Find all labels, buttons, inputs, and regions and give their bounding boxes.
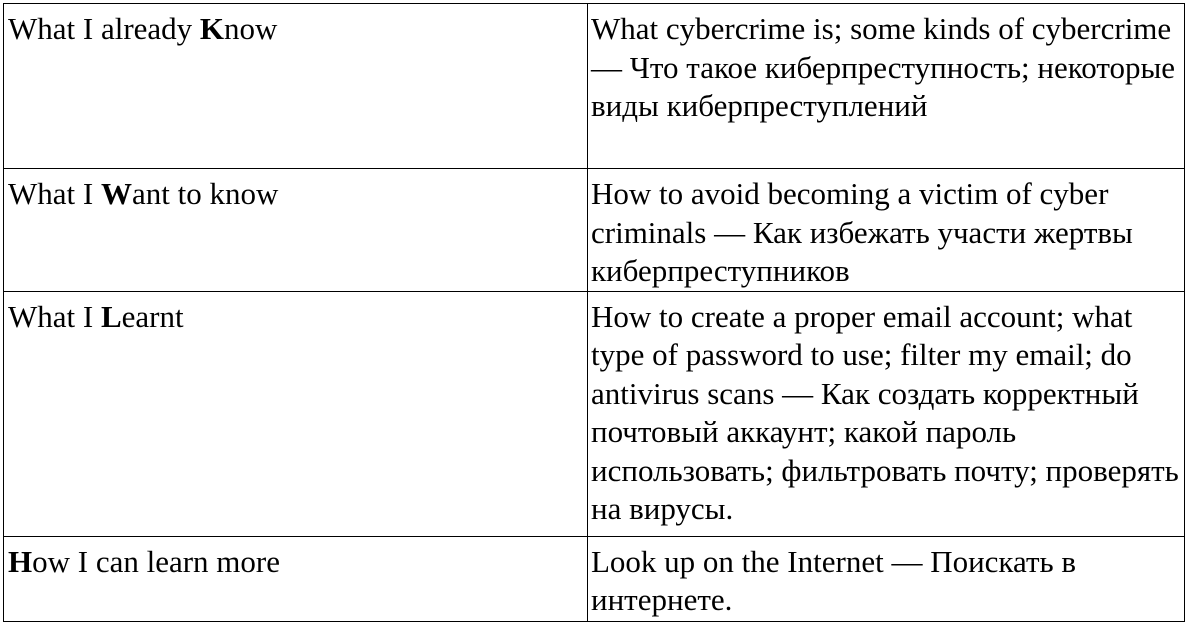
label-bold-letter: L bbox=[100, 298, 122, 334]
row-content-cell bbox=[588, 4, 1185, 169]
label-bold-letter: K bbox=[199, 11, 225, 46]
row-label-cell bbox=[4, 4, 588, 169]
row-content-cell bbox=[588, 169, 1185, 292]
row-label bbox=[8, 175, 587, 214]
label-prefix: What I already bbox=[8, 11, 200, 46]
row-label-cell bbox=[4, 536, 588, 621]
row-label bbox=[8, 298, 587, 337]
label-suffix: ow I can learn more bbox=[32, 543, 281, 579]
table-row-want bbox=[4, 169, 1185, 292]
row-content-text: Look up on the Internet — Поискать в интернете. bbox=[591, 543, 1077, 617]
row-content-text: How to create a proper email account; what type of password to use; filter my email; do antivirus scans — Как создать корректный почтовый аккаунт; какой пароль использовать; фильтровать почту; проверять на вирусы. bbox=[591, 298, 1179, 526]
label-suffix: ant to know bbox=[131, 176, 279, 211]
row-label-cell bbox=[4, 291, 588, 536]
label-prefix: What I bbox=[8, 298, 101, 334]
kwlh-table bbox=[3, 3, 1185, 622]
table-row-how bbox=[4, 536, 1185, 621]
row-content-cell bbox=[588, 536, 1185, 621]
row-label bbox=[8, 10, 587, 49]
table-row-learnt bbox=[4, 291, 1185, 536]
row-content-cell bbox=[588, 291, 1185, 536]
label-suffix: now bbox=[224, 11, 278, 46]
row-label-cell bbox=[4, 169, 588, 292]
row-label bbox=[8, 543, 587, 582]
label-bold-letter: W bbox=[100, 176, 132, 211]
label-bold-letter: H bbox=[8, 543, 33, 579]
row-content-text: What cybercrime is; some kinds of cybercrime — Что такое киберпреступность; некоторые виды киберпреступлений bbox=[591, 11, 1176, 123]
label-prefix: What I bbox=[8, 176, 101, 211]
table-row-know bbox=[4, 4, 1185, 169]
label-suffix: earnt bbox=[121, 298, 184, 334]
row-content-text: How to avoid becoming a victim of cyber criminals — Как избежать участи жертвы киберпреступников bbox=[591, 176, 1133, 288]
